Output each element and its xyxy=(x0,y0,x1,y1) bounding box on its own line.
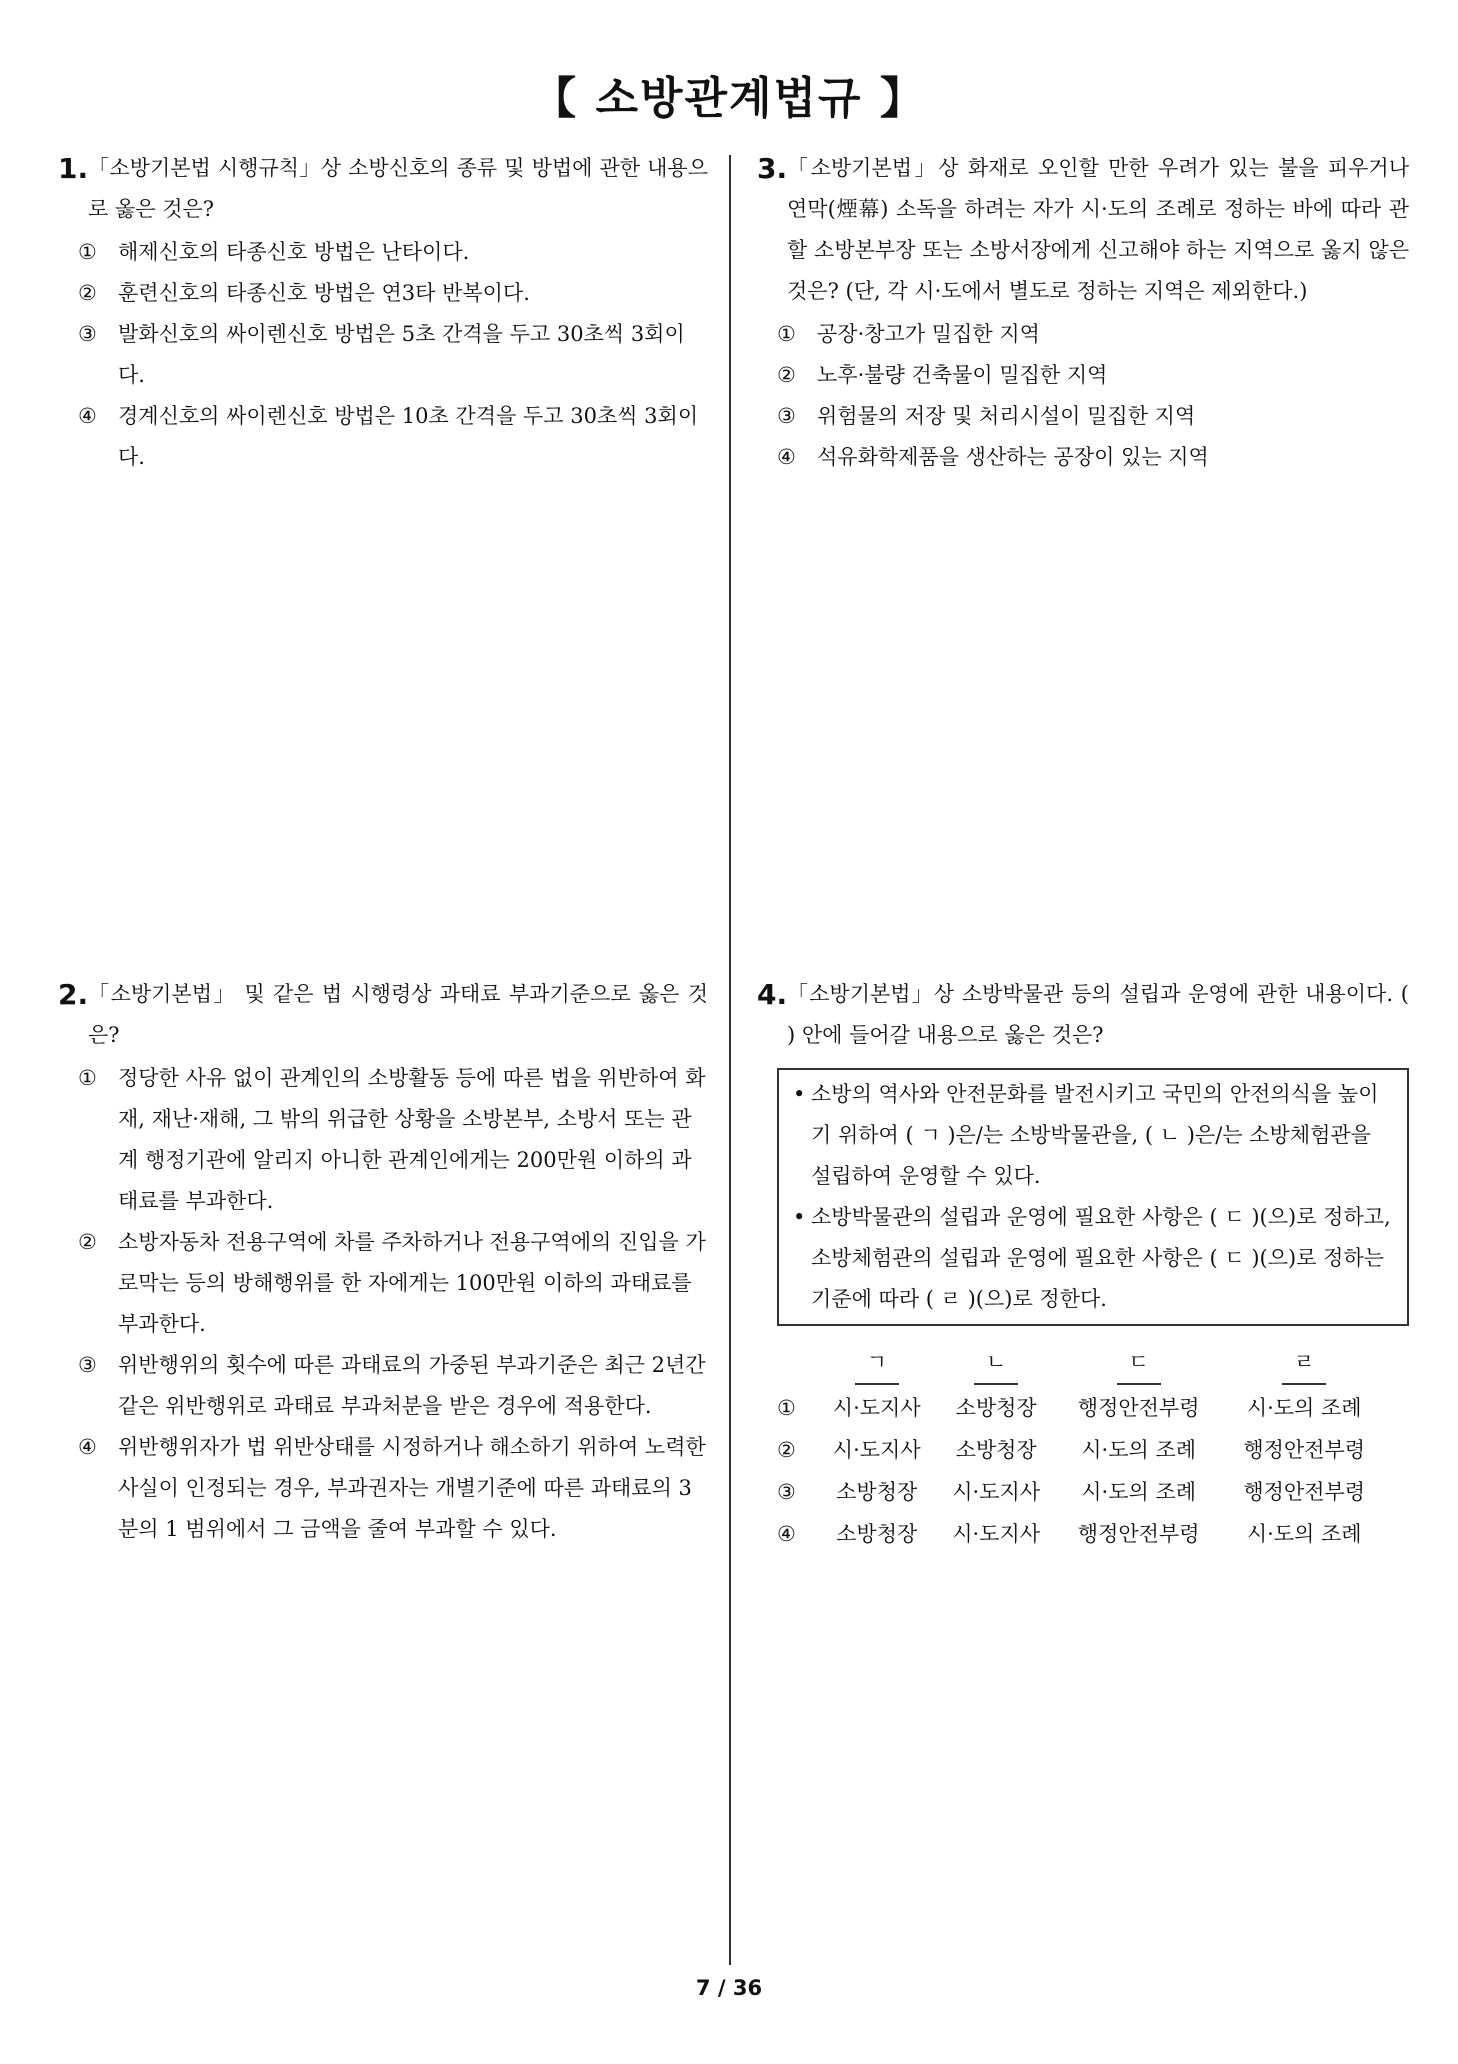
option-mark: ④ xyxy=(78,404,97,428)
option-text: 공장·창고가 밀집한 지역 xyxy=(817,322,1040,346)
option-mark: ① xyxy=(78,1066,97,1090)
question-stem xyxy=(58,974,708,1056)
option-mark: ① xyxy=(78,240,97,264)
answer-row[interactable] xyxy=(777,1429,1387,1471)
answer-table-header xyxy=(777,1342,1387,1387)
option-mark: ③ xyxy=(78,322,97,346)
option-mark: ② xyxy=(777,1437,796,1462)
option-text: 노후·불량 건축물이 밀집한 지역 xyxy=(817,363,1108,387)
question-text: 「소방기본법」 및 같은 법 시행령상 과태료 부과기준으로 옳은 것은? xyxy=(88,982,708,1047)
question-text: 「소방기본법」상 화재로 오인할 만한 우려가 있는 불을 피우거나 연막(煙幕) 소독을 하려는 자가 시·도의 조례로 정하는 바에 따라 관할 소방본부장 또는 소방서장에게 신고해야 하는 지역으로 옳지 않은 것은? (단, 각 시·도에서 별도로 정하는 지역은 제외한다.) xyxy=(787,156,1409,303)
option-list xyxy=(58,232,708,478)
option-text: 위험물의 저장 및 처리시설이 밀집한 지역 xyxy=(817,404,1196,428)
option-mark: ④ xyxy=(777,445,796,469)
answer-cell: 시·도의 조례 xyxy=(1246,1521,1362,1546)
option-mark: ① xyxy=(777,1395,796,1420)
answer-cell: 시·도의 조례 xyxy=(1081,1437,1197,1462)
question-stem xyxy=(58,148,708,230)
answer-row[interactable] xyxy=(777,1513,1387,1555)
answer-cell: 행정안전부령 xyxy=(1243,1479,1366,1504)
answer-cell: 시·도지사 xyxy=(832,1437,921,1462)
answer-cell: 시·도의 조례 xyxy=(1081,1479,1197,1504)
option-item[interactable] xyxy=(78,1058,708,1222)
option-mark: ① xyxy=(777,322,796,346)
answer-cell: 시·도지사 xyxy=(832,1395,921,1420)
option-item[interactable] xyxy=(777,437,1409,478)
option-mark: ② xyxy=(78,1230,97,1254)
header-cell: ㄱ xyxy=(817,1342,936,1387)
question-1 xyxy=(58,148,708,478)
answer-cell: 행정안전부령 xyxy=(1077,1521,1200,1546)
option-mark: ③ xyxy=(777,404,796,428)
option-item[interactable] xyxy=(78,1427,708,1550)
option-item[interactable] xyxy=(777,396,1409,437)
option-list xyxy=(58,1058,708,1550)
option-text: 위반행위자가 법 위반상태를 시정하거나 해소하기 위하여 노력한 사실이 인정되는 경우, 부과권자는 개별기준에 따른 과태료의 3분의 1 범위에서 그 금액을 줄여 부과할 수 있다. xyxy=(118,1435,706,1541)
bullet-dot: • xyxy=(793,1205,806,1229)
option-text: 해제신호의 타종신호 방법은 난타이다. xyxy=(118,240,470,264)
answer-cell: 소방청장 xyxy=(955,1395,1037,1420)
option-text: 소방자동차 전용구역에 차를 주차하거나 전용구역에의 진입을 가로막는 등의 방해행위를 한 자에게는 100만원 이하의 과태료를 부과한다. xyxy=(118,1230,706,1336)
question-4 xyxy=(757,974,1409,1555)
answer-cell: 소방청장 xyxy=(836,1479,918,1504)
option-text: 훈련신호의 타종신호 방법은 연3타 반복이다. xyxy=(118,281,530,305)
answer-row[interactable] xyxy=(777,1471,1387,1513)
column-divider xyxy=(729,155,731,1965)
header-cell: ㄴ xyxy=(936,1342,1055,1387)
option-item[interactable] xyxy=(78,1222,708,1345)
option-mark: ④ xyxy=(777,1521,796,1546)
question-text: 「소방기본법 시행규칙」상 소방신호의 종류 및 방법에 관한 내용으로 옳은 것은? xyxy=(88,156,708,221)
answer-table xyxy=(777,1342,1387,1555)
page-title: 【 소방관계법규 】 xyxy=(532,73,926,124)
option-item[interactable] xyxy=(78,396,708,478)
question-number: 4. xyxy=(757,978,788,1011)
option-item[interactable] xyxy=(78,273,708,314)
option-text: 발화신호의 싸이렌신호 방법은 5초 간격을 두고 30초씩 3회이다. xyxy=(118,322,685,387)
box-text: 소방의 역사와 안전문화를 발전시키고 국민의 안전의식을 높이기 위하여 ( ㄱ )은/는 소방박물관을, ( ㄴ )은/는 소방체험관을 설립하여 운영할 수 있다. xyxy=(811,1082,1379,1188)
option-list xyxy=(757,314,1409,478)
header-cell: ㄹ xyxy=(1221,1342,1387,1387)
answer-cell: 행정안전부령 xyxy=(1077,1395,1200,1420)
question-text: 「소방기본법」상 소방박물관 등의 설립과 운영에 관한 내용이다. ( ) 안에 들어갈 내용으로 옳은 것은? xyxy=(787,982,1409,1047)
option-item[interactable] xyxy=(777,355,1409,396)
question-stem xyxy=(757,974,1409,1056)
option-mark: ② xyxy=(78,281,97,305)
option-text: 석유화학제품을 생산하는 공장이 있는 지역 xyxy=(817,445,1209,469)
option-item[interactable] xyxy=(78,314,708,396)
condition-box xyxy=(777,1068,1409,1326)
box-text: 소방박물관의 설립과 운영에 필요한 사항은 ( ㄷ )(으)로 정하고, 소방체험관의 설립과 운영에 필요한 사항은 ( ㄷ )(으)로 정하는 기준에 따라 ( ㄹ )(으)로 정한다. xyxy=(811,1205,1391,1311)
header-cell: ㄷ xyxy=(1056,1342,1222,1387)
option-text: 위반행위의 횟수에 따른 과태료의 가중된 부과기준은 최근 2년간 같은 위반행위로 과태료 부과처분을 받은 경우에 적용한다. xyxy=(118,1353,706,1418)
answer-cell: 소방청장 xyxy=(955,1437,1037,1462)
answer-cell: 시·도의 조례 xyxy=(1246,1395,1362,1420)
option-item[interactable] xyxy=(78,232,708,273)
answer-cell: 행정안전부령 xyxy=(1243,1437,1366,1462)
option-text: 경계신호의 싸이렌신호 방법은 10초 간격을 두고 30초씩 3회이다. xyxy=(118,404,699,469)
option-mark: ④ xyxy=(78,1435,97,1459)
box-item xyxy=(793,1197,1395,1320)
question-stem xyxy=(757,148,1409,312)
page-indicator: 7 / 36 xyxy=(695,1976,763,2000)
option-item[interactable] xyxy=(78,1345,708,1427)
option-text: 정당한 사유 없이 관계인의 소방활동 등에 따른 법을 위반하여 화재, 재난·재해, 그 밖의 위급한 상황을 소방본부, 소방서 또는 관계 행정기관에 알리지 아니한 관계인에게는 200만원 이하의 과태료를 부과한다. xyxy=(118,1066,706,1213)
answer-row[interactable] xyxy=(777,1387,1387,1429)
question-number: 3. xyxy=(757,152,788,185)
answer-cell: 소방청장 xyxy=(836,1521,918,1546)
option-mark: ③ xyxy=(777,1479,796,1504)
question-number: 1. xyxy=(58,152,89,185)
answer-cell: 시·도지사 xyxy=(952,1479,1041,1504)
header-blank xyxy=(777,1342,817,1387)
box-item xyxy=(793,1074,1395,1197)
option-mark: ② xyxy=(777,363,796,387)
question-3 xyxy=(757,148,1409,478)
bullet-dot: • xyxy=(793,1082,806,1106)
answer-cell: 시·도지사 xyxy=(952,1521,1041,1546)
option-item[interactable] xyxy=(777,314,1409,355)
question-number: 2. xyxy=(58,978,89,1011)
question-2 xyxy=(58,974,708,1550)
option-mark: ③ xyxy=(78,1353,97,1377)
